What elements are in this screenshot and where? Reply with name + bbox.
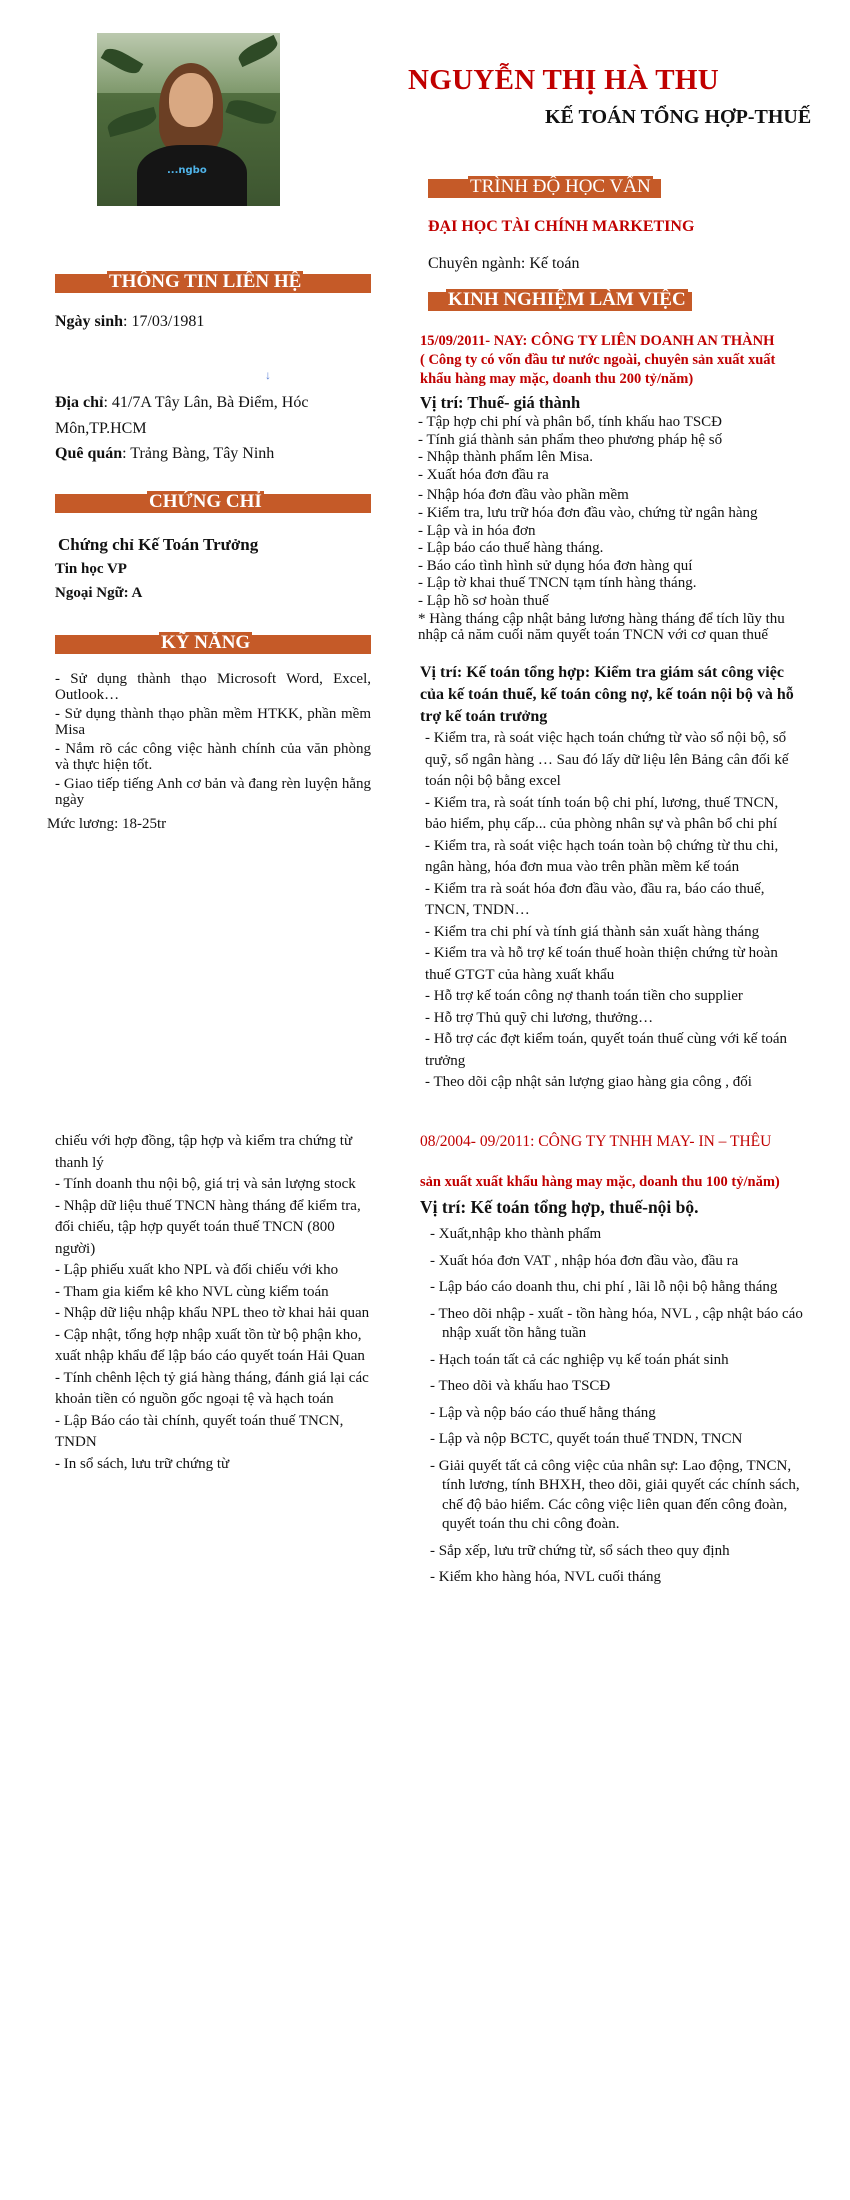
contact-heading: THÔNG TIN LIÊN HỆ — [109, 271, 302, 292]
job-title: KẾ TOÁN TỔNG HỢP-THUẾ — [545, 106, 812, 128]
skill-item: - Nắm rõ các công việc hành chính của văn phòng và thực hiện tốt. — [55, 741, 371, 773]
list-item: - Tham gia kiểm kê kho NVL cùng kiểm toán — [55, 1283, 329, 1300]
list-item: - Kiểm tra và hỗ trợ kế toán thuế hoàn thiện chứng từ hoàn thuế GTGT của hàng xuất khẩu — [425, 945, 778, 983]
hometown-value: : Trảng Bàng, Tây Ninh — [122, 445, 275, 462]
list-item: - Lập báo cáo doanh thu, chi phí , lãi lỗ nội bộ hằng tháng — [430, 1279, 778, 1295]
dob-row — [55, 311, 204, 333]
experience-heading: KINH NGHIỆM LÀM VIỆC — [448, 289, 686, 310]
hometown-row — [55, 443, 274, 465]
address-line1: : 41/7A Tây Lân, Bà Điểm, Hóc — [103, 394, 309, 411]
salary-expectation: Mức lương: 18-25tr — [47, 816, 167, 832]
list-item: - Kiểm tra, lưu trữ hóa đơn đầu vào, chứng từ ngân hàng — [418, 504, 758, 521]
list-item: - Kiểm tra rà soát hóa đơn đầu vào, đầu ra, báo cáo thuế, TNCN, TNDN… — [425, 880, 765, 918]
job1-continued-list — [55, 1131, 373, 1475]
list-item: - Theo dõi cập nhật sản lượng giao hàng gia công , đối — [425, 1074, 752, 1090]
list-item: - Hỗ trợ các đợt kiểm toán, quyết toán thuế cùng với kế toán trưởng — [425, 1031, 788, 1069]
list-item: - Xuất hóa đơn VAT , nhập hóa đơn đầu vào, đầu ra — [430, 1252, 739, 1269]
list-item: - Lập và in hóa đơn — [418, 522, 536, 539]
list-item: - Sắp xếp, lưu trữ chứng từ, sổ sách theo quy định — [430, 1542, 730, 1559]
education-school: ĐẠI HỌC TÀI CHÍNH MARKETING — [428, 218, 695, 235]
skill-item: - Giao tiếp tiếng Anh cơ bản và đang rèn luyện hằng ngày — [55, 776, 371, 808]
list-item: - Theo dõi và khấu hao TSCĐ — [430, 1378, 611, 1394]
candidate-name: NGUYỄN THỊ HÀ THU — [408, 64, 720, 96]
job1-position2: Vị trí: Kế toán tổng hợp: Kiểm tra giám sát công việc của kế toán thuế, kế toán công nợ, kế toán nội bộ và hỗ trợ kế toán trưởng — [420, 664, 794, 725]
list-item: chiếu với hợp đồng, tập hợp và kiểm tra chứng từ thanh lý — [55, 1133, 353, 1171]
skills-list — [55, 672, 371, 808]
list-item: - Lập phiếu xuất kho NPL và đối chiếu với kho — [55, 1262, 339, 1278]
list-item: * Hàng tháng cập nhật bảng lương hàng tháng để tích lũy thu nhập cả năm cuối năm quyết toán TNCN với cơ quan thuế — [418, 610, 785, 643]
list-item: - Lập báo cáo thuế hàng tháng. — [418, 540, 604, 557]
skill-item: - Sử dụng thành thạo Microsoft Word, Excel, Outlook… — [55, 671, 371, 703]
arrow-icon: ↓ — [265, 368, 271, 382]
list-item: - Hạch toán tất cả các nghiệp vụ kế toán phát sinh — [430, 1351, 729, 1368]
job1-position1: Vị trí: Thuế- giá thành — [420, 393, 581, 412]
list-item: - Tính giá thành sản phẩm theo phương pháp hệ số — [418, 431, 723, 448]
profile-photo — [97, 33, 280, 206]
list-item: - Nhập thành phẩm lên Misa. — [418, 449, 593, 466]
job2-period: 08/2004- 09/2011: CÔNG TY TNHH MAY- IN – THÊU — [420, 1133, 772, 1150]
job2-list — [428, 1225, 803, 1588]
job2-description: sản xuất xuất khẩu hàng may mặc, doanh thu 100 tỷ/năm) — [420, 1174, 780, 1190]
list-item: - Kiểm tra, rà soát tính toán bộ chi phí, lương, thuế TNCN, bảo hiểm, phụ cấp... của phòng nhân sự và phân bổ chi phí — [425, 794, 779, 832]
address-row — [55, 390, 375, 442]
job2-position: Vị trí: Kế toán tổng hợp, thuế-nội bộ. — [420, 1197, 699, 1217]
list-item: - Lập và nộp BCTC, quyết toán thuế TNDN, TNCN — [430, 1431, 743, 1447]
job1-period: 15/09/2011- NAY: CÔNG TY LIÊN DOANH AN THÀNH — [420, 333, 775, 349]
list-item: - Báo cáo tình hình sử dụng hóa đơn hàng quí — [418, 557, 693, 574]
contact-heading-bar — [55, 271, 371, 293]
certificate-item: Tin học VP — [55, 561, 127, 577]
job1-header — [420, 332, 810, 389]
dob-value: : 17/03/1981 — [123, 313, 205, 330]
job1-position2-list — [425, 728, 802, 1094]
list-item: - Hỗ trợ kế toán công nợ thanh toán tiền cho supplier — [425, 988, 743, 1004]
list-item: - Tính doanh thu nội bộ, giá trị và sản lượng stock — [55, 1176, 356, 1192]
certificates-heading: CHỨNG CHỈ — [149, 491, 262, 512]
certificates-heading-bar — [55, 491, 371, 513]
list-item: - Nhập hóa đơn đầu vào phần mềm — [418, 487, 629, 504]
job1-description: ( Công ty có vốn đầu tư nước ngoài, chuyên sản xuất xuất khẩu hàng may mặc, doanh thu 200 tỷ/năm) — [420, 352, 776, 387]
list-item: - Kiểm tra, rà soát việc hạch toán toàn bộ chứng từ thu chi, ngân hàng, hóa đơn mua vào trên phần mềm kế toán — [425, 837, 779, 875]
list-item: - Giải quyết tất cả công việc của nhân sự: Lao động, TNCN, tính lương, tính BHXH, theo dõi, giải quyết các chính sách, chế độ bảo hiểm. Các công việc liên quan đến công đoàn, quyết toán thu chi công đoàn. — [430, 1457, 800, 1532]
list-item: - Xuất hóa đơn đầu ra — [418, 466, 549, 483]
list-item: - Kiểm tra chi phí và tính giá thành sản xuất hàng tháng — [425, 923, 760, 940]
certificate-item: Chứng chỉ Kế Toán Trưởng — [58, 535, 259, 554]
photo-shirt-text: ...ngbo — [167, 165, 207, 176]
education-major: Chuyên ngành: Kế toán — [428, 255, 580, 272]
address-line2: Môn,TP.HCM — [55, 420, 147, 437]
list-item: - Hỗ trợ Thủ quỹ chi lương, thưởng… — [425, 1009, 654, 1026]
list-item: - Xuất,nhập kho thành phẩm — [430, 1226, 602, 1242]
list-item: - Lập và nộp báo cáo thuế hằng tháng — [430, 1404, 656, 1421]
skills-heading-bar — [55, 632, 371, 654]
list-item: - Lập hồ sơ hoàn thuế — [418, 592, 549, 609]
list-item: - Cập nhật, tổng hợp nhập xuất tồn từ bộ phận kho, xuất nhập khẩu để lập báo cáo quyết toán Hải Quan — [55, 1326, 365, 1364]
list-item: - Tập hợp chi phí và phân bổ, tính khấu hao TSCĐ — [418, 414, 723, 430]
list-item: - In sổ sách, lưu trữ chứng từ — [55, 1455, 230, 1472]
skill-item: - Sử dụng thành thạo phần mềm HTKK, phần mềm Misa — [55, 706, 371, 738]
list-item: - Kiểm kho hàng hóa, NVL cuối tháng — [430, 1569, 662, 1585]
list-item: - Lập tờ khai thuế TNCN tạm tính hàng tháng. — [418, 575, 697, 592]
certificate-item: Ngoại Ngữ: A — [55, 585, 143, 601]
job1-position1-list — [418, 414, 803, 643]
list-item: - Kiểm tra, rà soát việc hạch toán chứng từ vào sổ nội bộ, sổ quỹ, sổ ngân hàng … Sau đó lấy dữ liệu lên Bảng cân đối kế toán nội bộ bằng excel — [425, 730, 789, 789]
list-item: - Theo dõi nhập - xuất - tồn hàng hóa, NVL , cập nhật báo cáo nhập xuất tồn hằng tuần — [430, 1305, 803, 1341]
list-item: - Lập Báo cáo tài chính, quyết toán thuế TNCN, TNDN — [55, 1412, 344, 1450]
list-item: - Nhập dữ liệu thuế TNCN hàng tháng để kiểm tra, đối chiếu, tập hợp quyết toán thuế TNCN (800 người) — [55, 1197, 361, 1257]
list-item: - Tính chênh lệch tỷ giá hàng tháng, đánh giá lại các khoản tiền có nguồn gốc ngoại tệ và hạch toán — [55, 1369, 369, 1407]
experience-heading-bar — [428, 289, 692, 311]
address-label: Địa chỉ — [55, 394, 104, 411]
education-heading-bar — [428, 176, 661, 198]
skills-heading: KỸ NĂNG — [161, 632, 251, 653]
education-heading: TRÌNH ĐỘ HỌC VẤN — [470, 176, 651, 197]
hometown-label: Quê quán — [55, 445, 123, 462]
list-item: - Nhập dữ liệu nhập khẩu NPL theo tờ khai hải quan — [55, 1305, 370, 1321]
dob-label: Ngày sinh — [55, 313, 124, 330]
